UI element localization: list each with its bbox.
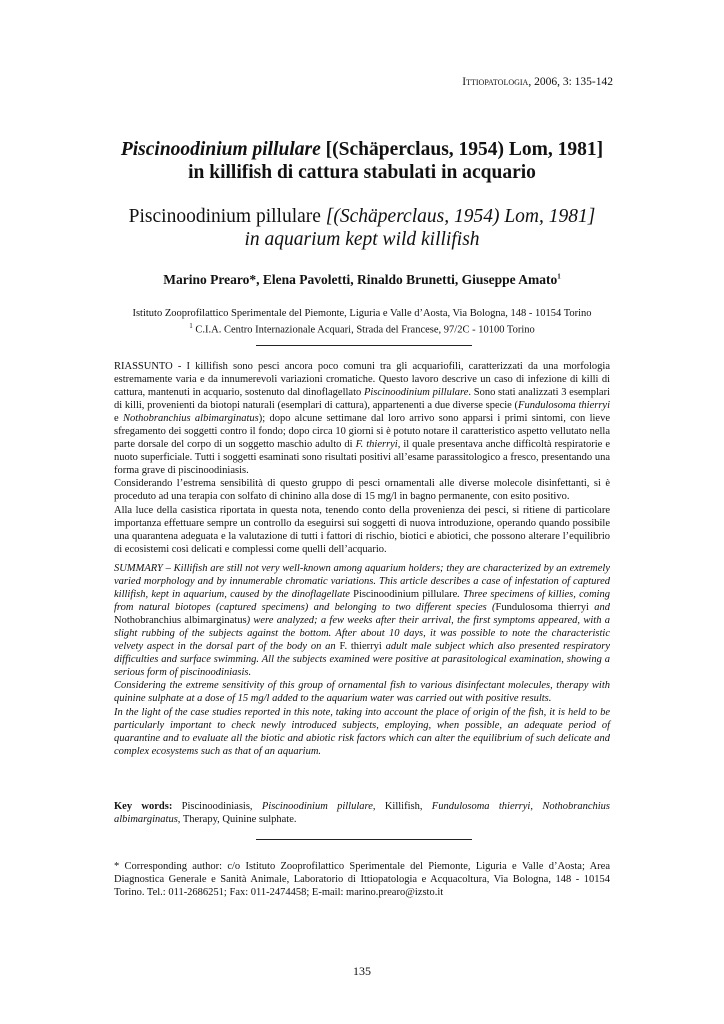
- summary-text: . Three specimens of killies, coming from natural biotopes (captured specimens) and belonging to two different species (: [114, 589, 610, 614]
- affiliations: [0, 307, 724, 337]
- author-names: Marino Prearo*, Elena Pavoletti, Rinaldo Brunetti, Giuseppe Amato: [163, 272, 558, 287]
- species-name: Fundulosoma thierryi: [495, 602, 589, 614]
- english-title-line1: [0, 205, 724, 228]
- species-name: F. thierryi: [355, 439, 398, 451]
- corresponding-author-note: * Corresponding author: c/o Istituto Zooprofilattico Sperimentale del Piemonte, Liguria e Valle d’Aosta; Area Diagnostica Generale e Sanità Animale, Laboratorio di Ittiopatologia e Acquacoltura, Via Bologna, 148 - 10154 Torino. Tel.: 011-2686251; Fax: 011-2474458; E-mail: marino.prearo@izsto.it: [114, 861, 610, 899]
- running-header: [462, 76, 613, 88]
- english-title-authority: [(Schäperclaus, 1954) Lom, 1981]: [320, 206, 596, 227]
- summary-paragraph-1: [114, 562, 610, 679]
- keyword-species: Piscinoodinium pillulare: [261, 801, 373, 812]
- summary-paragraph-2: Considering the extreme sensitivity of this group of ornamental fish to various disinfectant molecules, therapy with quinine sulphate at a dose of 15 mg/l added to the aquarium water was carried out with positive results.: [114, 680, 610, 705]
- affiliation-2: [0, 320, 724, 337]
- keyword-text: ,: [530, 801, 543, 812]
- summary-text: ) were analyzed; a few weeks after their arrival, the first symptoms appeared, with a slight rubbing of the subjects against the bottom. After about 10 days, it was possible to note the characteristic velvety aspect in the dorsal part of the body on an: [114, 615, 611, 653]
- journal-citation: , 2006, 3: 135-142: [528, 76, 613, 88]
- english-title-line2: [0, 228, 724, 251]
- affiliation-2-text: C.I.A. Centro Internazionale Acquari, Strada del Francese, 97/2C - 10100 Torino: [192, 324, 535, 336]
- riassunto-abstract: [114, 360, 610, 556]
- page-number: 135: [353, 964, 371, 978]
- species-name: Piscinoodinium pillulare: [353, 589, 458, 601]
- italian-title-species: Piscinoodinium pillulare: [120, 139, 321, 160]
- author-affil-mark: 1: [557, 272, 561, 281]
- species-name: Piscinoodinium pillulare: [363, 387, 469, 399]
- summary-paragraph-3: In the light of the case studies reported in this note, taking into account the place of origin of the fish, it is held to be particularly important to check newly introduced subjects, employing, when possible, an adequate period of quarantine and to evaluate all the biotic and abiotic risk factors which can alter the equilibrium of such delicate and complex ecosystems such as that of an aquarium.: [114, 706, 610, 757]
- riassunto-text: , il quale presentava anche difficoltà respiratorie e nuoto superficiale. Tutti i soggetti esaminati sono risultati positivi all’esame parassitologico a fresco, presentando una forma grave di piscinoodiniasis.: [114, 439, 610, 477]
- affiliation-1: Istituto Zooprofilattico Sperimentale del Piemonte, Liguria e Valle d’Aosta, Via Bologna, 148 - 10154 Torino: [132, 308, 592, 319]
- riassunto-text: . Sono stati analizzati 3 esemplari di killi, provenienti da biotopi naturali (esemplari di cattura), appartenenti a due diverse specie (: [114, 387, 610, 412]
- keyword-text: , Killifish,: [372, 801, 432, 812]
- keyword-species: Fundulosoma thierryi: [431, 801, 531, 812]
- italian-title-line1: [0, 138, 724, 161]
- affiliation-2-mark: 1: [189, 322, 193, 330]
- summary-abstract: [114, 562, 610, 758]
- english-title: [0, 205, 724, 251]
- riassunto-text: ); dopo alcune settimane dal loro arrivo sono apparsi i primi sintomi, con lieve sfregamento dei soggetti contro il fondo; dopo circa 10 giorni si è potuto notare il caratteristico aspetto vellutato nella parte dorsale del corpo di un soggetto maschio adulto di: [114, 413, 610, 451]
- riassunto-paragraph-3: Alla luce della casistica riportata in questa nota, tenendo conto della provenienza dei pesci, si ritiene di particolare importanza effettuare sempre un controllo da eseguirsi sui soggetti di nuova introduzione, operando quando possibile una quarantena adeguata e la valutazione di tutti i fattori di rischio, biotici e abiotici, che possono alterare l’equilibrio di ecosistemi così delicati e complessi come quelli dell’acquario.: [114, 504, 610, 555]
- riassunto-label: RIASSUNTO: [114, 361, 173, 372]
- italian-title-authority: [(Schäperclaus, 1954) Lom, 1981]: [320, 139, 604, 160]
- keyword-text: Piscinoodiniasis,: [172, 801, 262, 812]
- keyword-species: Nothobranchius albimarginatus: [114, 801, 610, 826]
- journal-name: Ittiopatologia: [462, 76, 529, 88]
- separator-rule: [256, 839, 472, 840]
- author-list: [0, 272, 724, 288]
- summary-text: and: [588, 602, 610, 614]
- italian-title: [0, 138, 724, 184]
- riassunto-text: e: [114, 413, 123, 425]
- separator-rule: [256, 345, 472, 346]
- species-name: Nothobranchius albimarginatus: [122, 413, 259, 425]
- species-name: Fundulosoma thierryi: [518, 400, 610, 412]
- keywords: [114, 800, 610, 826]
- keywords-label: Key words:: [114, 801, 173, 812]
- keyword-text: , Therapy, Quinine sulphate.: [177, 814, 297, 826]
- english-title-species: Piscinoodinium pillulare: [128, 206, 321, 227]
- riassunto-paragraph-2: Considerando l’estrema sensibilità di questo gruppo di pesci ornamentali alle diverse molecole disinfettanti, si è proceduto ad una terapia con solfato di chinino alla dose di 15 mg/l in bagno permanente, con esito positivo.: [114, 478, 610, 503]
- riassunto-text: - I killifish sono pesci ancora poco comuni tra gli acquariofili, caratterizzati da una morfologia estremamente varia e da innumerevoli variazioni cromatiche. Questo lavoro descrive un caso di infezione di killi di cattura, mantenuti in acquario, sostenuto dal dinoflagellato: [114, 361, 610, 399]
- english-title-line2-text: in aquarium kept wild killifish: [244, 229, 480, 250]
- summary-text: SUMMARY – Killifish are still not very well-known among aquarium holders; they are characterized by an extremely varied morphology and by innumerable chromatic variations. This article describes a case of infestation of captured killifish, kept in aquarium, caused by the dinoflagellate: [114, 563, 610, 601]
- species-name: Nothobranchius albimarginatus: [114, 615, 247, 627]
- italian-title-line2: in killifish di cattura stabulati in acquario: [188, 162, 536, 183]
- riassunto-paragraph-1: [114, 360, 610, 477]
- species-name: F. thierryi: [339, 641, 382, 653]
- summary-text: adult male subject which also presented respiratory difficulties and surface swimming. All the subjects examined were positive at parasitological examination, showing a serious form of piscinoodiniasis.: [114, 641, 610, 679]
